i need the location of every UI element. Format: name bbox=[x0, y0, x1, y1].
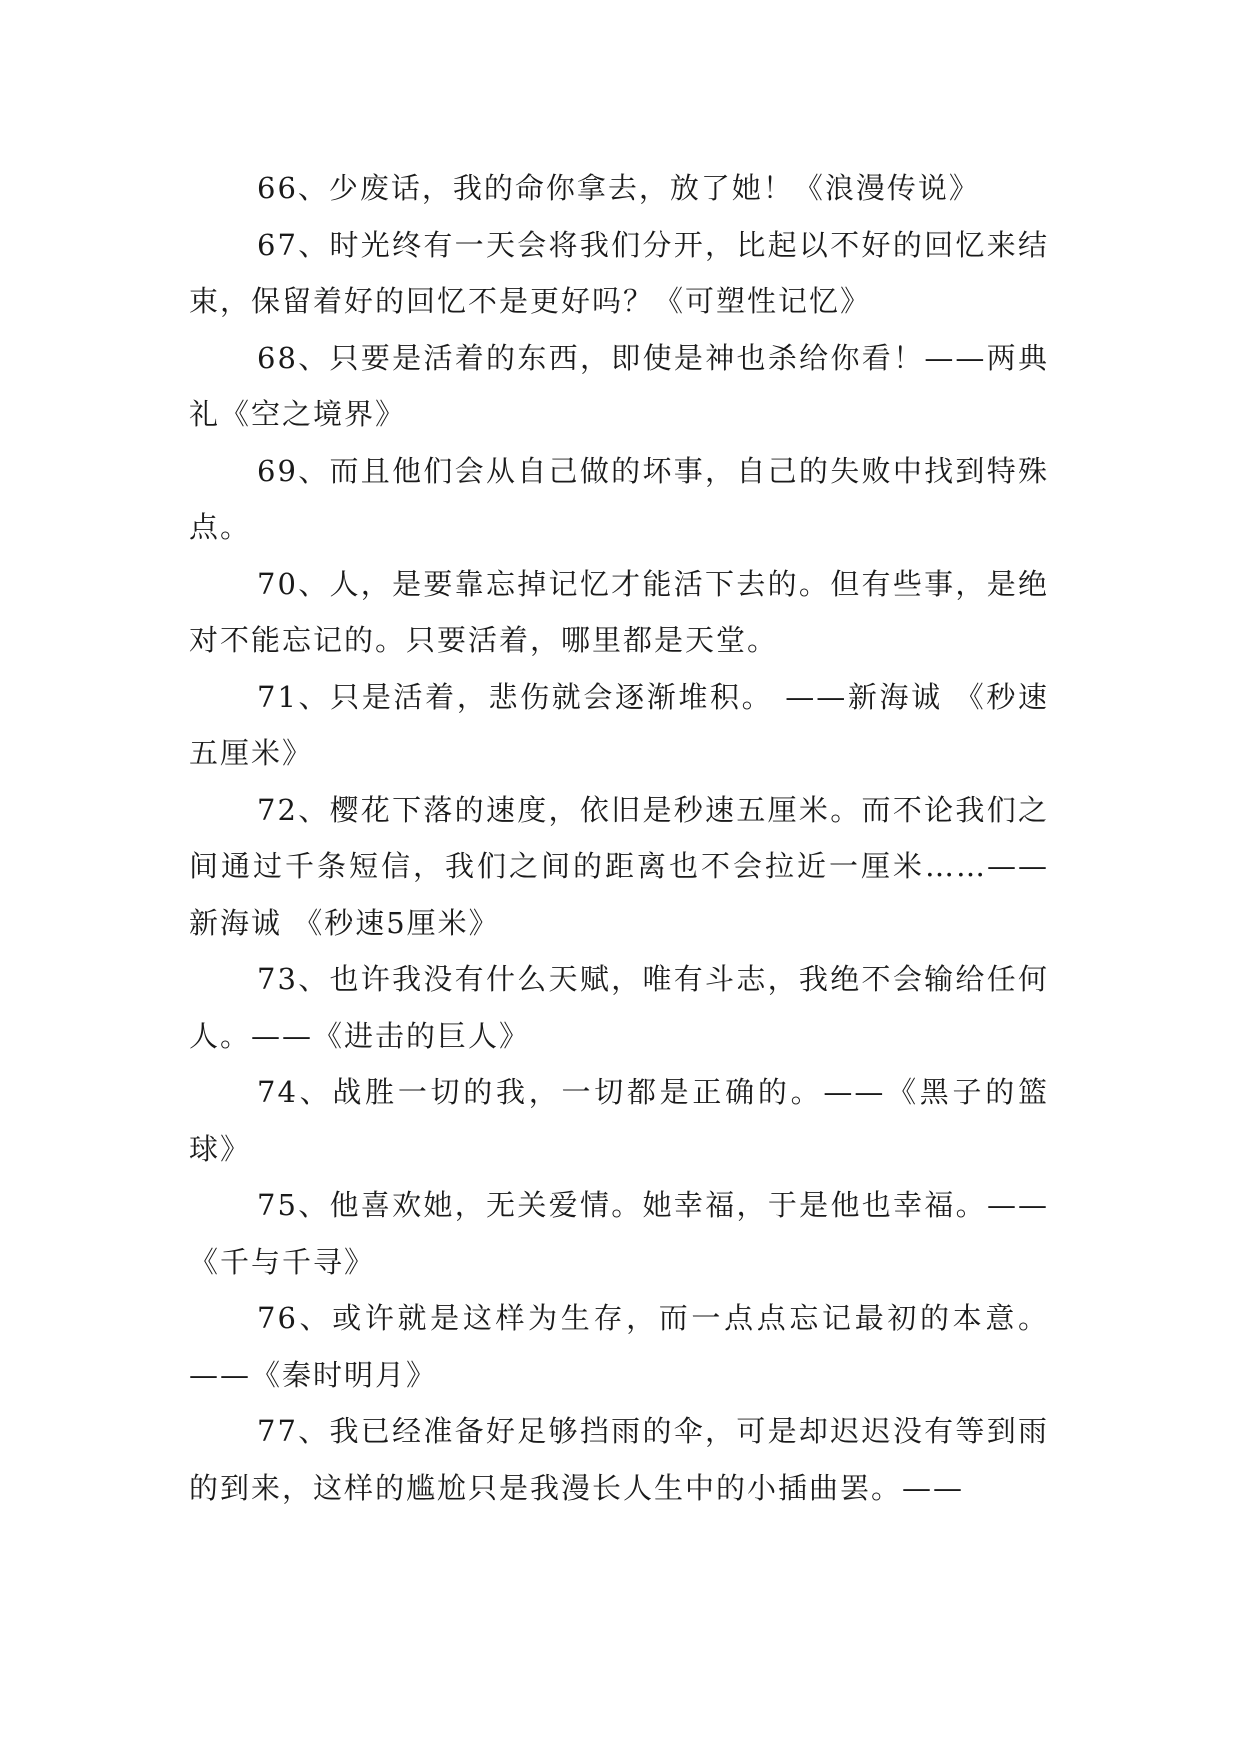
paragraph-67: 67、时光终有一天会将我们分开，比起以不好的回忆来结束，保留着好的回忆不是更好吗？《可塑性记忆》 bbox=[189, 227, 1049, 318]
paragraph-66: 66、少废话，我的命你拿去，放了她！《浪漫传说》 bbox=[257, 171, 980, 205]
paragraph-73: 73、也许我没有什么天赋，唯有斗志，我绝不会输给任何人。——《进击的巨人》 bbox=[189, 962, 1049, 1053]
paragraph-69: 69、而且他们会从自己做的坏事，自己的失败中找到特殊点。 bbox=[189, 453, 1049, 544]
paragraph-68: 68、只要是活着的东西，即使是神也杀给你看！——两典礼《空之境界》 bbox=[189, 340, 1049, 431]
paragraph-71: 71、只是活着，悲伤就会逐渐堆积。 ——新海诚 《秒速五厘米》 bbox=[189, 679, 1049, 770]
paragraph-75: 75、他喜欢她，无关爱情。她幸福，于是他也幸福。——《千与千寻》 bbox=[189, 1188, 1049, 1279]
paragraph-77: 77、我已经准备好足够挡雨的伞，可是却迟迟没有等到雨的到来，这样的尴尬只是我漫长人生中的小插曲罢。—— bbox=[189, 1414, 1049, 1505]
document-body bbox=[189, 160, 1049, 1516]
paragraph-70: 70、人，是要靠忘掉记忆才能活下去的。但有些事，是绝对不能忘记的。只要活着，哪里都是天堂。 bbox=[189, 566, 1049, 657]
paragraph-76: 76、或许就是这样为生存，而一点点忘记最初的本意。——《秦时明月》 bbox=[189, 1301, 1049, 1392]
paragraph-72: 72、樱花下落的速度，依旧是秒速五厘米。而不论我们之间通过千条短信，我们之间的距离也不会拉近一厘米……——新海诚 《秒速5厘米》 bbox=[189, 792, 1049, 940]
paragraph-74: 74、战胜一切的我，一切都是正确的。——《黑子的篮球》 bbox=[189, 1075, 1049, 1166]
